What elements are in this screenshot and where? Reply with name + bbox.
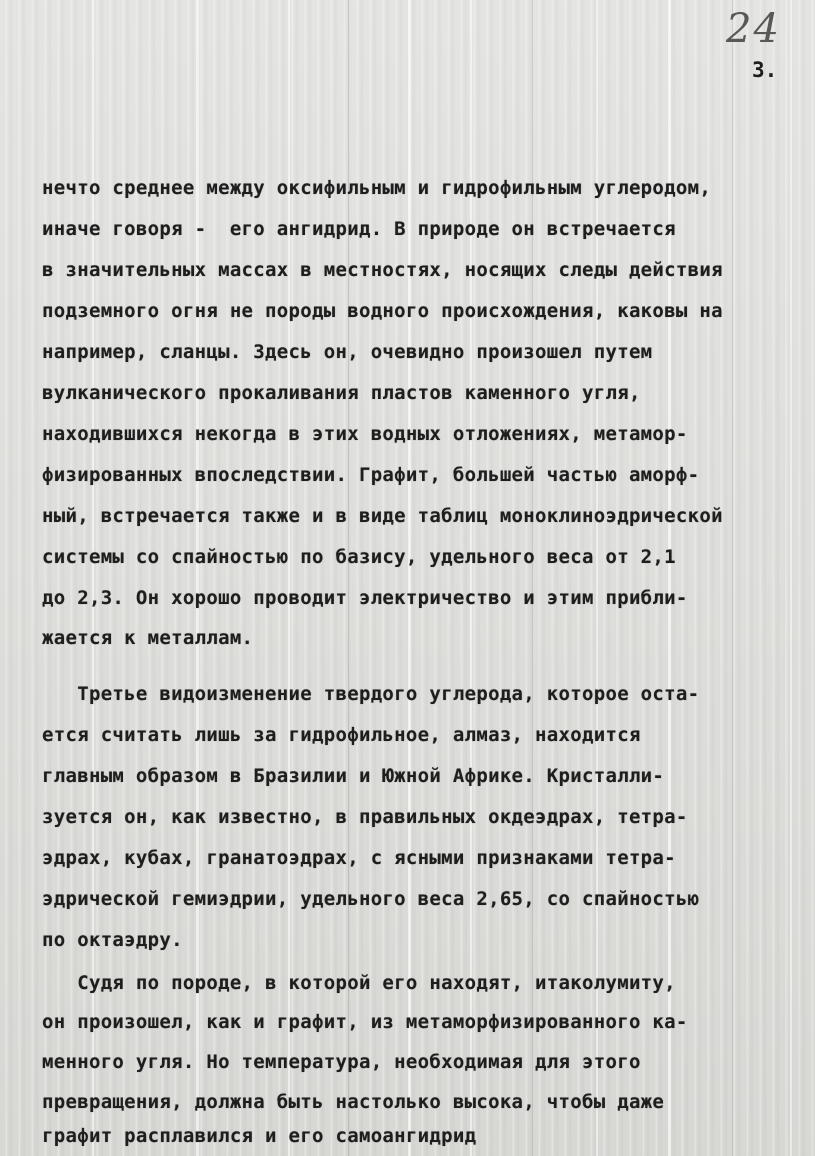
text-line: физированных впоследствии. Графит, большей частью аморф- [42, 464, 700, 486]
text-line: находившихся некогда в этих водных отложениях, метамор- [42, 423, 688, 445]
text-line: эдрах, кубах, гранатоэдрах, с ясными признаками тетра- [42, 847, 676, 869]
text-line: жается к металлам. [42, 627, 254, 649]
text-line: главным образом в Бразилии и Южной Африке. Кристалли- [42, 765, 665, 787]
text-line: вулканического прокаливания пластов каменного угля, [42, 382, 641, 404]
text-line: системы со спайностью по базису, удельного веса от 2,1 [42, 546, 676, 568]
text-line: в значительных массах в местностях, носящих следы действия [42, 259, 723, 281]
text-line: до 2,3. Он хорошо проводит электричество и этим прибли- [42, 587, 688, 609]
text-line: нечто среднее между оксифильным и гидрофильным углеродом, [42, 177, 712, 199]
text-line: ется считать лишь за гидрофильное, алмаз, находится [42, 724, 641, 746]
text-line: подземного огня не породы водного происхождения, каковы на [42, 300, 723, 322]
text-line: превращения, должна быть настолько высока, чтобы даже [42, 1091, 665, 1113]
text-line: по октаэдру. [42, 929, 183, 951]
text-line: графит расплавился и его самоангидрид [42, 1125, 477, 1147]
text-line: эдрической гемиэдрии, удельного веса 2,65, со спайностью [42, 888, 700, 910]
text-line: зуется он, как известно, в правильных окдеэдрах, тетра- [42, 806, 688, 828]
text-line: менного угля. Но температура, необходимая для этого [42, 1051, 641, 1073]
text-line: ный, встречается также и в виде таблиц моноклиноэдрической [42, 505, 723, 527]
page-number: 3. [752, 58, 778, 82]
scan-streak [790, 0, 792, 1156]
text-line: например, сланцы. Здесь он, очевидно произошел путем [42, 341, 653, 363]
text-line: Третье видоизменение твердого углерода, которое оста- [42, 683, 700, 705]
handwritten-folio-number: 24 [726, 6, 781, 52]
scan-streak [732, 0, 733, 1156]
text-line: он произошел, как и графит, из метаморфизированного ка- [42, 1011, 688, 1033]
text-line: Судя по породе, в которой его находят, итаколумиту, [42, 972, 676, 994]
text-line: иначе говоря - его ангидрид. В природе он встречается [42, 218, 676, 240]
